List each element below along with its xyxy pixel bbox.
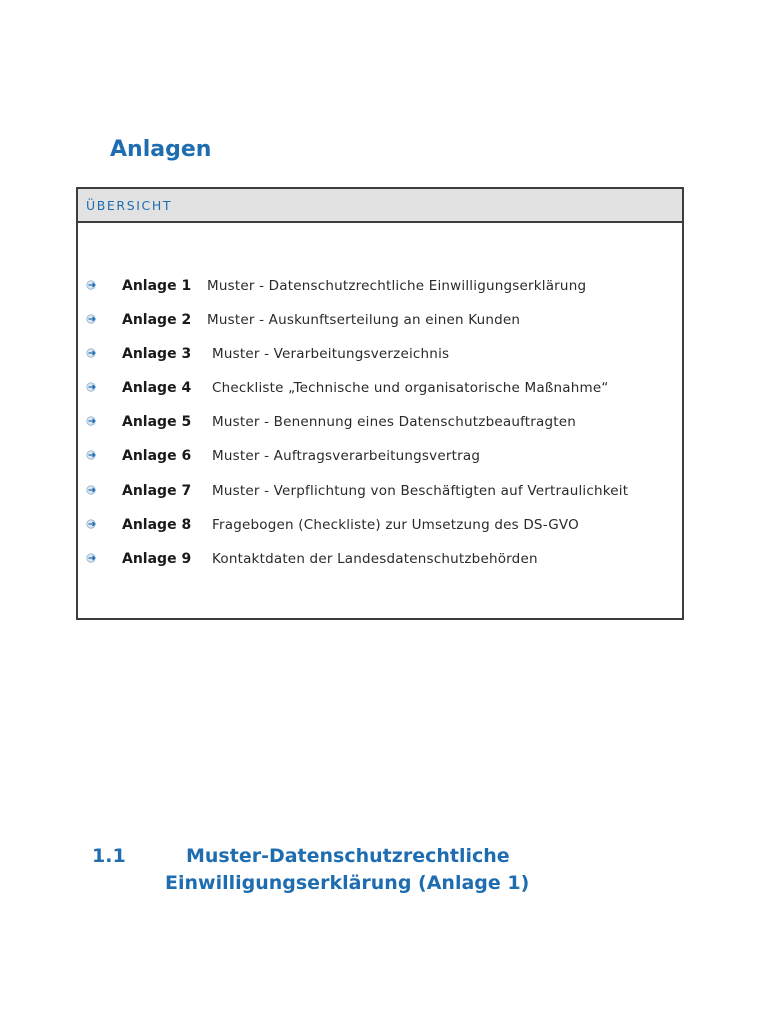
annex-label: Anlage 6 [122, 448, 192, 465]
arrow-bullet-icon [86, 280, 98, 290]
annex-item-5 [78, 410, 682, 444]
section-title-line-1: Muster-Datenschutzrechtliche [186, 845, 510, 867]
page-title: Anlagen [110, 137, 212, 162]
annex-description: Muster - Verarbeitungsverzeichnis [212, 346, 450, 363]
annex-description: Muster - Benennung eines Datenschutzbeauftragten [212, 414, 577, 431]
arrow-bullet-icon [86, 553, 98, 563]
annex-label: Anlage 3 [122, 346, 192, 363]
overview-header [78, 189, 682, 223]
annex-item-1 [78, 274, 682, 308]
annex-item-6 [78, 444, 682, 478]
arrow-bullet-icon [86, 450, 98, 460]
arrow-bullet-icon [86, 519, 98, 529]
annex-description: Muster - Verpflichtung von Beschäftigten auf Vertraulichkeit [212, 482, 629, 499]
arrow-bullet-icon [86, 485, 98, 495]
annex-description: Checkliste „Technische und organisatorische Maßnahme“ [212, 380, 609, 397]
annex-item-8 [78, 513, 682, 547]
annex-list [78, 274, 682, 581]
arrow-bullet-icon [86, 382, 98, 392]
section-number: 1.1 [92, 845, 126, 867]
annex-label: Anlage 9 [122, 550, 192, 567]
annex-label: Anlage 4 [122, 380, 192, 397]
annex-item-4 [78, 376, 682, 410]
annex-description: Muster - Auftragsverarbeitungsvertrag [212, 448, 481, 465]
arrow-bullet-icon [86, 314, 98, 324]
annex-label: Anlage 8 [122, 516, 192, 533]
annex-label: Anlage 2 [122, 312, 192, 329]
overview-title: ÜBERSICHT [86, 197, 173, 213]
annex-description: Muster - Datenschutzrechtliche Einwilligungserklärung [207, 278, 587, 294]
annex-item-9 [78, 547, 682, 581]
annex-item-3 [78, 342, 682, 376]
annex-item-2 [78, 308, 682, 342]
annex-description: Fragebogen (Checkliste) zur Umsetzung des DS-GVO [212, 516, 579, 533]
overview-box [76, 187, 684, 620]
section-title-line-2: Einwilligungserklärung (Anlage 1) [165, 872, 530, 894]
annex-item-7 [78, 479, 682, 513]
arrow-bullet-icon [86, 416, 98, 426]
annex-description: Kontaktdaten der Landesdatenschutzbehörden [212, 550, 538, 567]
annex-label: Anlage 5 [122, 414, 192, 431]
annex-label: Anlage 1 [122, 278, 192, 294]
annex-description: Muster - Auskunftserteilung an einen Kunden [207, 312, 521, 329]
annex-label: Anlage 7 [122, 482, 192, 499]
arrow-bullet-icon [86, 348, 98, 358]
